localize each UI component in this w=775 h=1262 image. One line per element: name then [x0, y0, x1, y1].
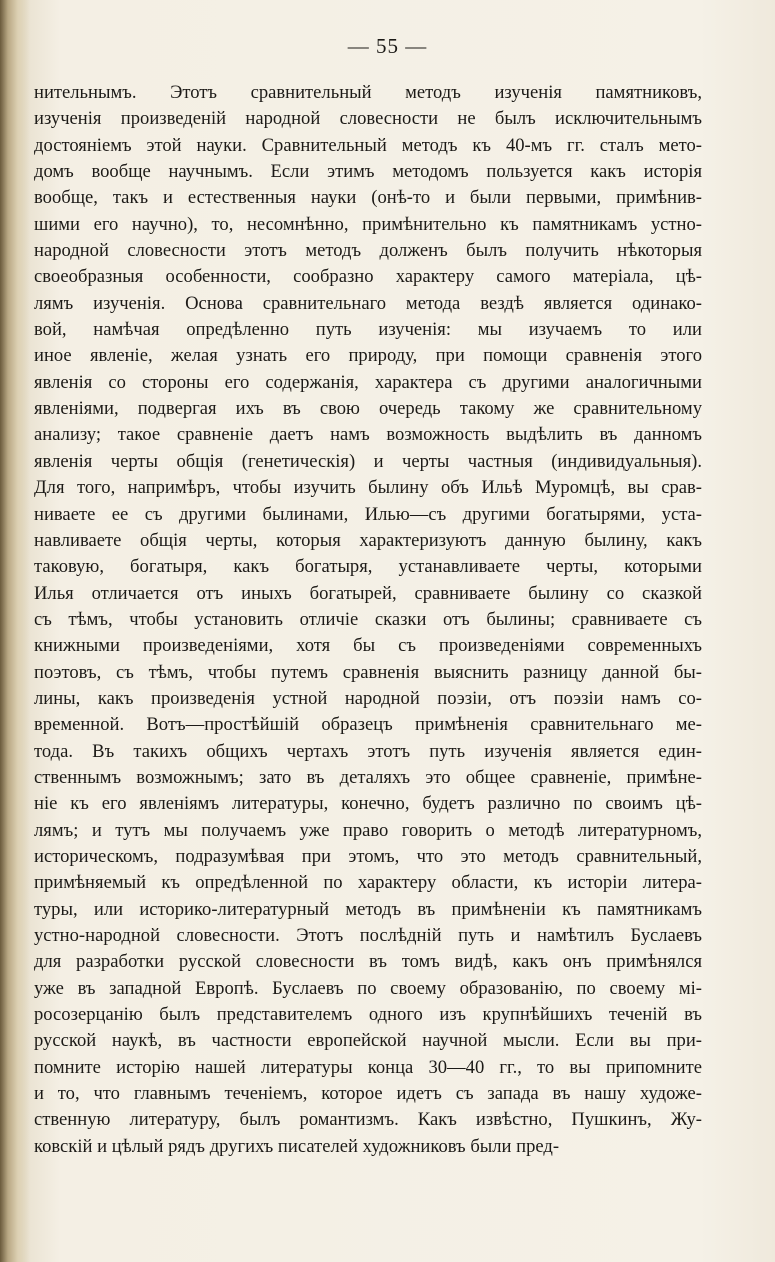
text-line: нительнымъ. Этотъ сравнительный методъ изученія памятниковъ, [34, 82, 702, 103]
text-line: помните исторію нашей литературы конца 30—40 гг., то вы припомните [34, 1056, 702, 1078]
text-line: ковскій и цѣлый рядъ другихъ писателей художниковъ были пред- [34, 1135, 560, 1157]
text-line: съ тѣмъ, чтобы установить отличіе сказки отъ былины; сравниваете съ [34, 608, 702, 630]
text-line: явленіями, подвергая ихъ въ свою очередь такому же сравнительному [34, 398, 702, 420]
text-line: туры, или историко-литературный методъ въ примѣненіи къ памятникамъ [34, 898, 702, 920]
text-line: росозерцанію былъ представителемъ одного изъ крупнѣйшихъ теченій въ [34, 1004, 702, 1026]
text-line: историческомъ, подразумѣвая при этомъ, что это методъ сравнительный, [34, 845, 702, 867]
text-line: изученія произведеній народной словесности не былъ исключительнымъ [34, 108, 702, 130]
text-line: Илья отличается отъ иныхъ богатырей, сравниваете былину со сказкой [34, 582, 702, 604]
text-line: лины, какъ произведенія устной народной поэзіи, отъ поэзіи намъ со- [34, 687, 702, 709]
text-line: уже въ западной Европѣ. Буслаевъ по своему образованію, по своему мі- [34, 977, 702, 999]
text-line: анализу; такое сравненіе даетъ намъ возможность выдѣлить въ данномъ [34, 424, 702, 446]
book-binding-edge [0, 0, 30, 1262]
text-line: лямъ; и тутъ мы получаемъ уже право говорить о методѣ литературномъ, [34, 819, 702, 841]
text-line: поэтовъ, съ тѣмъ, чтобы путемъ сравненія выяснить разницу данной бы- [34, 661, 702, 683]
text-line: ственную литературу, былъ романтизмъ. Какъ извѣстно, Пушкинъ, Жу- [34, 1109, 702, 1131]
text-line: вообще, такъ и естественныя науки (онѣ-то и были первыми, примѣнив- [34, 187, 702, 209]
text-line: ниваете ее съ другими былинами, Илью—съ другими богатырями, уста- [34, 503, 702, 525]
text-line: достояніемъ этой науки. Сравнительный методъ къ 40-мъ гг. сталъ мето- [34, 134, 702, 156]
body-text [34, 80, 702, 1160]
text-line: ніе къ его явленіямъ литературы, конечно, будетъ различно по своимъ цѣ- [34, 793, 702, 815]
text-line: вой, намѣчая опредѣленно путь изученія: мы изучаемъ то или [34, 319, 702, 341]
text-line: иное явленіе, желая узнать его природу, при помощи сравненія этого [34, 345, 702, 367]
text-line: временной. Вотъ—простѣйшій образецъ примѣненія сравнительнаго ме- [34, 714, 702, 736]
text-line: устно-народной словесности. Этотъ послѣдній путь и намѣтилъ Буслаевъ [34, 925, 702, 946]
text-line: примѣняемый къ опредѣленной по характеру области, къ исторіи литера- [34, 872, 702, 894]
text-line: и то, что главнымъ теченіемъ, которое идетъ съ запада въ нашу художе- [34, 1083, 702, 1105]
text-line: лямъ изученія. Основа сравнительнаго метода вездѣ является одинако- [34, 292, 702, 314]
text-line: навливаете общія черты, которыя характеризуютъ данную былину, какъ [34, 529, 702, 551]
page-number: — 55 — [347, 34, 428, 58]
text-line: явленія черты общія (генетическія) и черты частныя (индивидуальныя). [34, 450, 702, 472]
text-line: таковую, богатыря, какъ богатыря, устанавливаете черты, которыми [34, 556, 702, 578]
text-line: книжными произведеніями, хотя бы съ произведеніями современныхъ [34, 635, 702, 657]
text-line: своеобразныя особенности, сообразно характеру самого матеріала, цѣ- [34, 266, 702, 288]
text-line: русской наукѣ, въ частности европейской научной мысли. Если вы при- [34, 1030, 702, 1052]
text-line: шими его научно), то, несомнѣнно, примѣнительно къ памятникамъ устно- [34, 213, 702, 235]
text-line: Для того, напримѣръ, чтобы изучить былину объ Ильѣ Муромцѣ, вы срав- [34, 477, 702, 499]
text-line: ственнымъ возможнымъ; зато въ деталяхъ это общее сравненіе, примѣне- [34, 766, 702, 788]
text-line: для разработки русской словесности въ томъ видѣ, какъ онъ примѣнялся [34, 951, 702, 973]
text-line: домъ вообще научнымъ. Если этимъ методомъ пользуется какъ исторія [34, 161, 702, 183]
text-line: явленія со стороны его содержанія, характера съ другими аналогичными [34, 371, 702, 393]
text-line: тода. Въ такихъ общихъ чертахъ этотъ путь изученія является един- [34, 740, 702, 762]
text-line: народной словесности этотъ методъ долженъ былъ получить нѣкоторыя [34, 240, 702, 262]
